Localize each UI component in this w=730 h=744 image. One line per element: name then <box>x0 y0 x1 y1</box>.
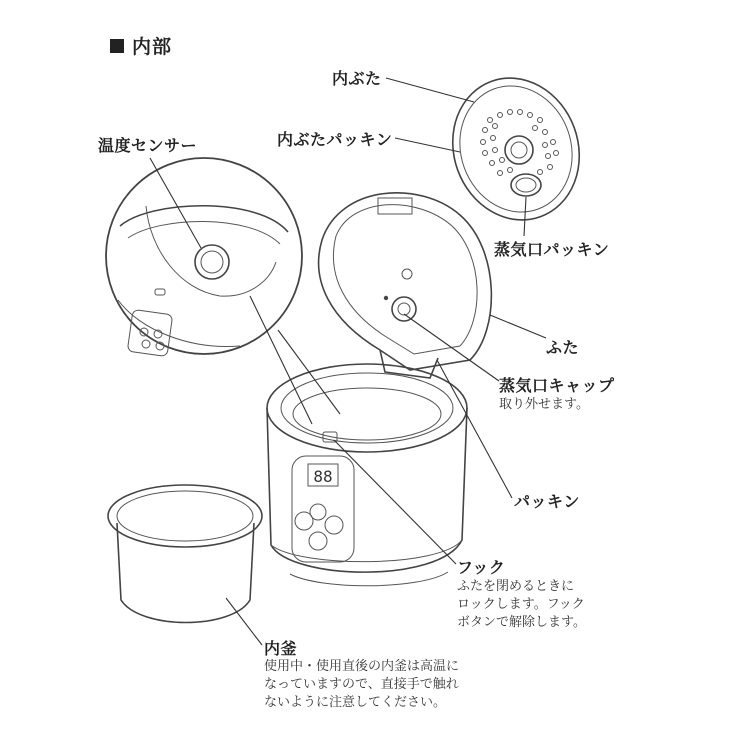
panel-display: 88 <box>313 467 333 486</box>
label-inner-lid-packing: 内ぶたパッキン <box>277 130 393 149</box>
sensor-closeup-illustration <box>106 158 302 357</box>
label-temp-sensor: 温度センサー <box>98 136 198 155</box>
note-hook-line-2: ロックします。フック <box>457 597 585 612</box>
label-hook: フック <box>457 558 506 577</box>
note-inner-pot <box>264 658 459 712</box>
note-hook-line-3: ボタンで解除します。 <box>457 615 586 630</box>
lid-illustration <box>319 193 492 378</box>
label-steam-vent-packing: 蒸気口パッキン <box>494 240 610 259</box>
note-hook-line-1: ふたを閉めるときに <box>457 579 575 594</box>
label-lid: ふた <box>546 338 580 357</box>
label-steam-vent-cap: 蒸気口キャップ <box>499 376 615 395</box>
note-steam-vent-cap: 取り外せます。 <box>499 397 589 412</box>
section-title: 内部 <box>110 32 172 59</box>
label-inner-pot: 内釜 <box>264 639 298 658</box>
inner-lid-illustration <box>433 60 599 238</box>
label-packing: パッキン <box>514 492 580 511</box>
inner-pot-illustration <box>108 485 262 623</box>
note-inner-pot-line-3: ないように注意してください。 <box>264 695 447 710</box>
label-inner-lid: 内ぶた <box>332 69 382 88</box>
note-inner-pot-line-1: 使用中・使用直後の内釜は高温に <box>264 659 460 674</box>
note-hook <box>457 578 586 632</box>
note-inner-pot-line-2: なっていますので、直接手で触れ <box>264 677 459 692</box>
cooker-body-illustration <box>267 364 467 586</box>
